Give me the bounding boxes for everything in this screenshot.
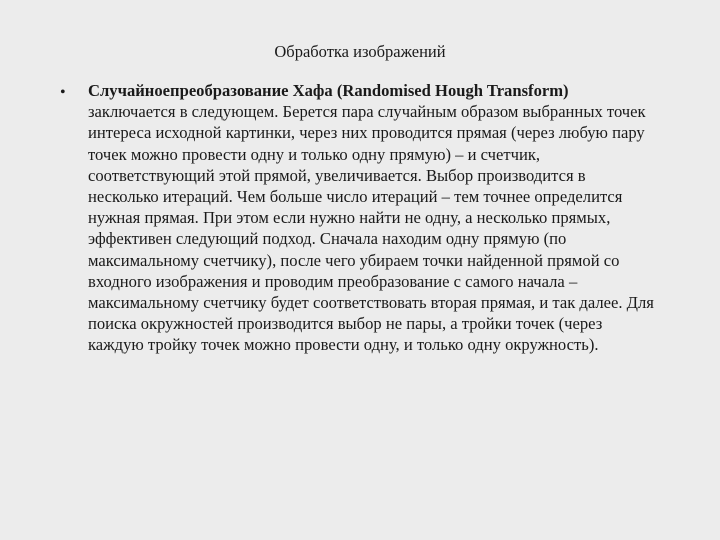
bullet-text	[88, 80, 654, 356]
bullet-marker: •	[60, 84, 66, 101]
bullet-term: Случайноепреобразование Хафа (Randomised Hough Transform)	[88, 81, 569, 100]
slide-title: Обработка изображений	[274, 42, 446, 61]
bullet-body: заключается в следующем. Берется пара случайным образом выбранных точек интереса исходной картинки, через них проводится прямая (через любую пару точек можно провести одну и только одну прямую) – и счетчик, соответствующий этой прямой, увеличивается. Выбор производится в несколько итераций. Чем больше число итераций – тем точнее определится нужная прямая. При этом если нужно найти не одну, а несколько прямых, эффективен следующий подход. Сначала находим одну прямую (по максимальному счетчику), после чего убираем точки найденной прямой со входного изображения и проводим преобразование с самого начала – максимальному счетчику будет соответствовать вторая прямая, и так далее. Для поиска окружностей производится выбор не пары, а тройки точек (через каждую тройку точек можно провести одну, и только одну окружность).	[88, 102, 654, 355]
